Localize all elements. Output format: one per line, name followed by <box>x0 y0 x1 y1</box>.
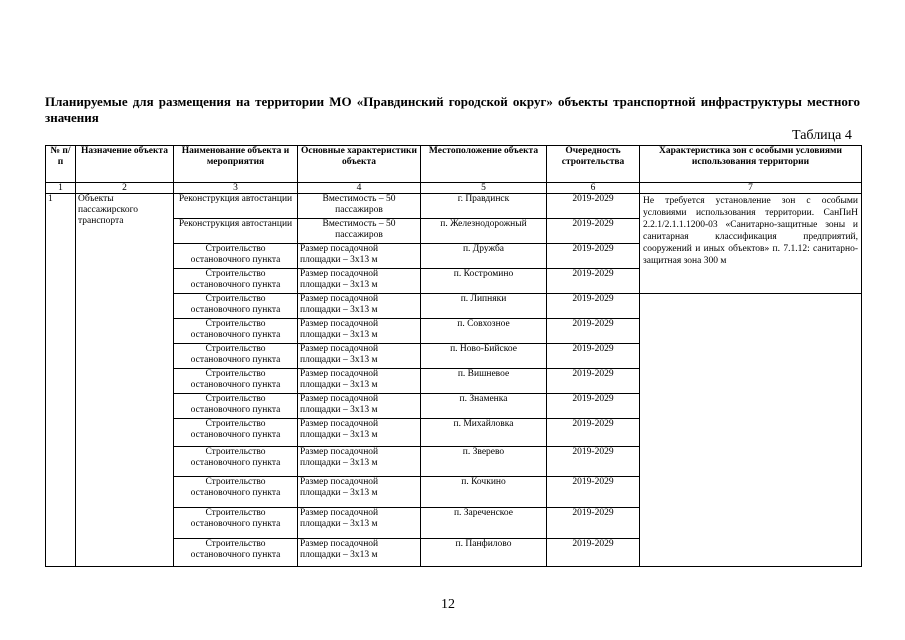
period-cell: 2019-2029 <box>547 477 640 508</box>
header-cell: Назначение объекта <box>76 146 174 183</box>
column-number: 2 <box>76 183 174 194</box>
column-number-row <box>46 183 862 194</box>
period-cell: 2019-2029 <box>547 319 640 344</box>
characteristics-cell: Размер посадочной площадки – 3х13 м <box>298 447 421 477</box>
period-cell: 2019-2029 <box>547 447 640 477</box>
characteristics-cell: Размер посадочной площадки – 3х13 м <box>298 269 421 294</box>
characteristics-cell: Размер посадочной площадки – 3х13 м <box>298 244 421 269</box>
object-name-cell: Строительство остановочного пункта <box>174 369 298 394</box>
period-cell: 2019-2029 <box>547 344 640 369</box>
object-name-cell: Строительство остановочного пункта <box>174 269 298 294</box>
zone-note-empty-cell <box>640 294 862 567</box>
header-cell: № п/п <box>46 146 76 183</box>
location-cell: п. Кочкино <box>421 477 547 508</box>
column-number: 6 <box>547 183 640 194</box>
header-cell: Местоположение объекта <box>421 146 547 183</box>
characteristics-cell: Размер посадочной площадки – 3х13 м <box>298 319 421 344</box>
location-cell: п. Ново-Бийское <box>421 344 547 369</box>
column-number: 5 <box>421 183 547 194</box>
period-cell: 2019-2029 <box>547 508 640 539</box>
characteristics-cell: Размер посадочной площадки – 3х13 м <box>298 539 421 567</box>
period-cell: 2019-2029 <box>547 369 640 394</box>
period-cell: 2019-2029 <box>547 219 640 244</box>
characteristics-cell: Вместимость – 50 пассажиров <box>298 219 421 244</box>
location-cell: п. Михайловка <box>421 419 547 447</box>
document-title: Планируемые для размещения на территории МО «Правдинский городской округ» объекты транспортной инфраструктуры местного значения <box>45 94 860 125</box>
object-name-cell: Строительство остановочного пункта <box>174 344 298 369</box>
characteristics-cell: Размер посадочной площадки – 3х13 м <box>298 394 421 419</box>
object-name-cell: Строительство остановочного пункта <box>174 244 298 269</box>
location-cell: п. Зверево <box>421 447 547 477</box>
row-number-cell: 1 <box>46 194 76 567</box>
table-body <box>46 194 862 567</box>
location-cell: п. Знаменка <box>421 394 547 419</box>
period-cell: 2019-2029 <box>547 269 640 294</box>
object-name-cell: Строительство остановочного пункта <box>174 447 298 477</box>
location-cell: г. Правдинск <box>421 194 547 219</box>
characteristics-cell: Размер посадочной площадки – 3х13 м <box>298 344 421 369</box>
header-cell: Очередность строительства <box>547 146 640 183</box>
object-name-cell: Строительство остановочного пункта <box>174 539 298 567</box>
header-cell: Характеристика зон с особыми условиями использования территории <box>640 146 862 183</box>
location-cell: п. Вишневое <box>421 369 547 394</box>
period-cell: 2019-2029 <box>547 394 640 419</box>
zone-note-cell: Не требуется установление зон с особыми условиями использования территории. СанПиН 2.2.1/2.1.1.1200-03 «Санитарно-защитные зоны и санитарная классификация предприятий, сооружений и иных объектов» п. 7.1.12: санитарно-защитная зона 300 м <box>640 194 862 294</box>
location-cell: п. Липняки <box>421 294 547 319</box>
table-row <box>46 194 862 219</box>
header-row <box>46 146 862 183</box>
object-name-cell: Строительство остановочного пункта <box>174 419 298 447</box>
column-number: 4 <box>298 183 421 194</box>
location-cell: п. Железнодорожный <box>421 219 547 244</box>
page-number: 12 <box>441 597 455 612</box>
header-cell: Наименование объекта и мероприятия <box>174 146 298 183</box>
location-cell: п. Зареченское <box>421 508 547 539</box>
location-cell: п. Панфилово <box>421 539 547 567</box>
characteristics-cell: Вместимость – 50 пассажиров <box>298 194 421 219</box>
location-cell: п. Дружба <box>421 244 547 269</box>
characteristics-cell: Размер посадочной площадки – 3х13 м <box>298 419 421 447</box>
object-name-cell: Строительство остановочного пункта <box>174 508 298 539</box>
period-cell: 2019-2029 <box>547 244 640 269</box>
purpose-cell: Объекты пассажирского транспорта <box>76 194 174 567</box>
column-number: 3 <box>174 183 298 194</box>
header-cell: Основные характеристики объекта <box>298 146 421 183</box>
characteristics-cell: Размер посадочной площадки – 3х13 м <box>298 294 421 319</box>
period-cell: 2019-2029 <box>547 539 640 567</box>
object-name-cell: Реконструкция автостанции <box>174 219 298 244</box>
characteristics-cell: Размер посадочной площадки – 3х13 м <box>298 477 421 508</box>
transport-objects-table <box>45 145 862 567</box>
period-cell: 2019-2029 <box>547 419 640 447</box>
characteristics-cell: Размер посадочной площадки – 3х13 м <box>298 369 421 394</box>
table-label: Таблица 4 <box>792 128 852 143</box>
object-name-cell: Строительство остановочного пункта <box>174 477 298 508</box>
characteristics-cell: Размер посадочной площадки – 3х13 м <box>298 508 421 539</box>
object-name-cell: Реконструкция автостанции <box>174 194 298 219</box>
location-cell: п. Костромино <box>421 269 547 294</box>
object-name-cell: Строительство остановочного пункта <box>174 319 298 344</box>
period-cell: 2019-2029 <box>547 294 640 319</box>
object-name-cell: Строительство остановочного пункта <box>174 394 298 419</box>
column-number: 7 <box>640 183 862 194</box>
object-name-cell: Строительство остановочного пункта <box>174 294 298 319</box>
column-number: 1 <box>46 183 76 194</box>
location-cell: п. Совхозное <box>421 319 547 344</box>
period-cell: 2019-2029 <box>547 194 640 219</box>
